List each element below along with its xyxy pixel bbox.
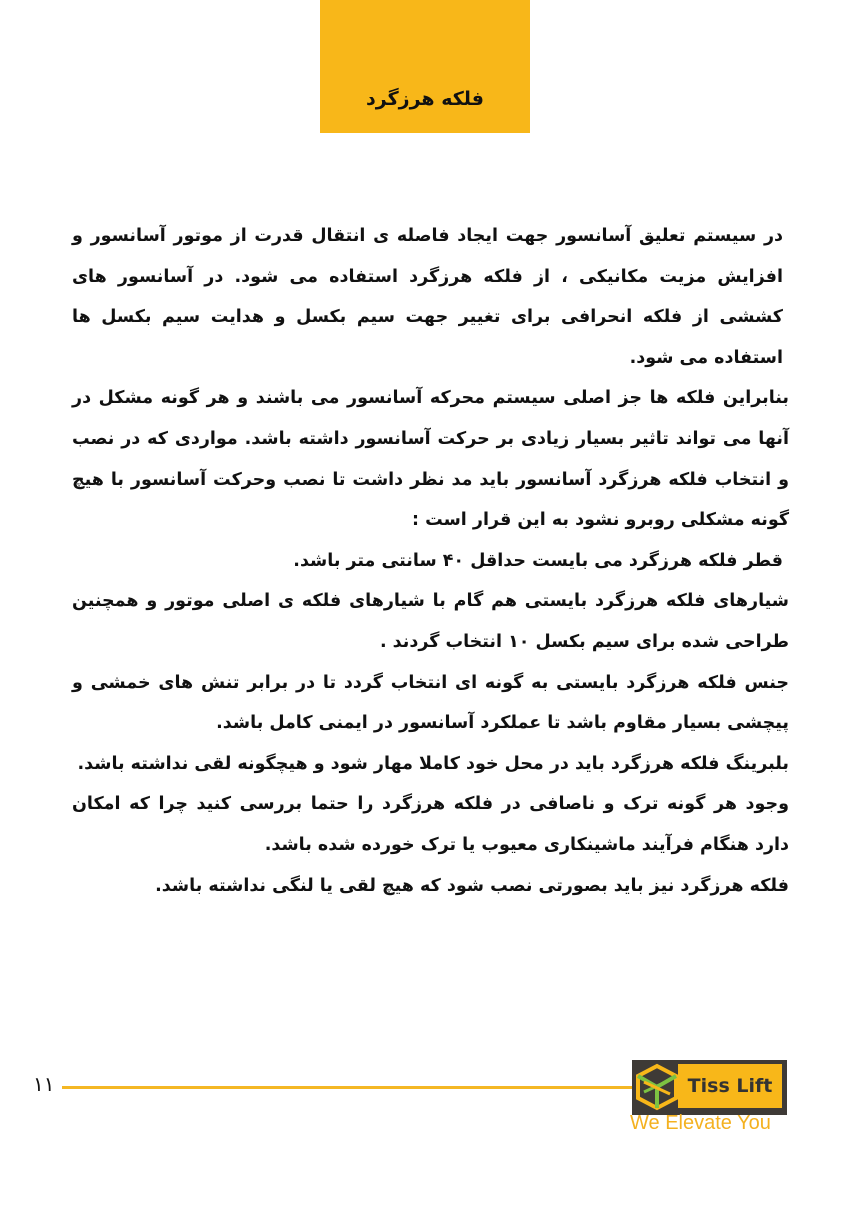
article-body <box>72 216 789 906</box>
paragraph-diameter: قطر فلکه هرزگرد می بایست حداقل ۴۰ سانتی متر باشد. <box>293 550 783 571</box>
brand-logo <box>632 1060 787 1115</box>
paragraph-intro: در سیستم تعلیق آسانسور جهت ایجاد فاصله ی انتقال قدرت از موتور آسانسور و افزایش مزیت مکانیکی ، از فلکه هرزگرد استفاده می شود. در آسانسور های کششی از فلکه انحرافی برای تغییر جهت سیم بکسل و هدایت سیم بکسل ها استفاده می شود. <box>72 226 783 368</box>
brand-name: Tiss Lift <box>678 1064 782 1108</box>
paragraph-cracks: وجود هر گونه ترک و ناصافی در فلکه هرزگرد را حتما بررسی کنید چرا که امکان دارد هنگام فرآیند ماشینکاری معیوب یا ترک خورده شده باشد. <box>72 794 789 855</box>
cube-logo-icon <box>634 1062 680 1112</box>
paragraph-installation: فلکه هرزگرد نیز باید بصورتی نصب شود که هیچ لقی یا لنگی نداشته باشد. <box>155 875 789 896</box>
paragraph-importance: بنابراین فلکه ها جز اصلی سیستم محرکه آسانسور می باشند و هر گونه مشکل در آنها می تواند تاثیر بسیار زیادی بر حرکت آسانسور داشته باشد. مواردی که در نصب و انتخاب فلکه هرزگرد آسانسور باید مد نظر داشت تا نصب وحرکت آسانسور با هیچ گونه مشکلی روبرو نشود به این قرار است : <box>72 388 789 531</box>
title-banner <box>320 0 530 133</box>
page-number: ١١ <box>33 1072 55 1096</box>
footer-divider <box>62 1086 634 1089</box>
paragraph-material: جنس فلکه هرزگرد بایستی به گونه ای انتخاب گردد تا در برابر تنش های خمشی و پیچشی بسیار مقاوم باشد تا عملکرد آسانسور در ایمنی کامل باشد. <box>72 672 789 734</box>
brand-tagline: We Elevate You <box>630 1112 771 1134</box>
page-title: فلکه هرزگرد <box>366 88 484 110</box>
paragraph-bearing: بلبرینگ فلکه هرزگرد باید در محل خود کاملا مهار شود و هیچگونه لقی نداشته باشد. <box>77 753 789 774</box>
paragraph-grooves: شیارهای فلکه هرزگرد بایستی هم گام با شیارهای فلکه ی اصلی موتور و همچنین طراحی شده برای سیم بکسل ۱۰ انتخاب گردند . <box>72 591 789 652</box>
